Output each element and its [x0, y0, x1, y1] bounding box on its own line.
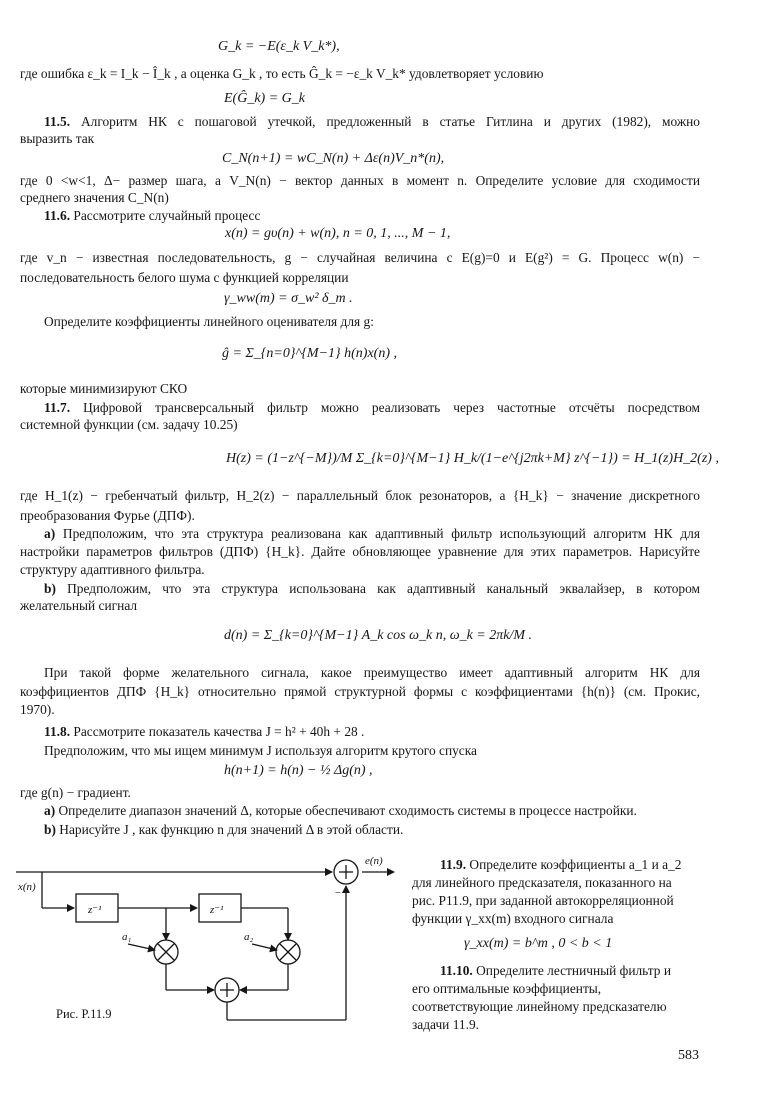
label-input: x(n): [18, 881, 36, 893]
problem-11-9-line-4: функции γ_xx(m) входного сигнала: [412, 911, 614, 926]
problem-11-7-number: 11.7.: [44, 400, 71, 415]
figure-caption: Рис. P.11.9: [56, 1007, 112, 1021]
figure-p11-9: [16, 848, 406, 1038]
problem-11-7-part-b-line-1: [20, 580, 700, 597]
problem-11-10-line-4: задачи 11.9.: [412, 1017, 479, 1032]
problem-11-6-number: 11.6.: [44, 208, 71, 223]
problem-11-6-line-4: Определите коэффициенты линейного оценивателя для g:: [44, 314, 374, 329]
text-gk-error: где ошибка ε_k = I_k − Î_k , а оценка G_k , то есть Ĝ_k = −ε_k V_k* удовлетворяет условию: [20, 66, 544, 81]
problem-11-7-part-b-label: b): [44, 581, 56, 596]
problem-11-7-part-b-line-5: 1970).: [20, 702, 55, 717]
equation-11-5: C_N(n+1) = wC_N(n) + Δε(n)V_n*(n),: [222, 151, 445, 166]
equation-correlation: γ_ww(m) = σ_w² δ_m .: [224, 291, 353, 306]
problem-11-8-part-a-label: а): [44, 803, 56, 818]
problem-11-8-part-a-text: Определите диапазон значений Δ, которые обеспечивают сходимость системы в процессе настройки.: [58, 803, 637, 818]
problem-11-6-line-2: где v_n − известная последовательность, g − случайная величина с E(g)=0 и E(g²) = G. Процесс w(n) −: [20, 250, 700, 265]
problem-11-9-line-1: [440, 856, 681, 873]
problem-11-8-part-b-label: b): [44, 822, 56, 837]
problem-11-7-line-2: системной функции (см. задачу 10.25): [20, 417, 238, 432]
problem-11-8-number: 11.8.: [44, 724, 71, 739]
equation-11-9: γ_xx(m) = b^m , 0 < b < 1: [464, 936, 613, 951]
problem-11-7-part-a-line-3: структуру адаптивного фильтра.: [20, 562, 205, 577]
label-output: e(n): [365, 855, 383, 867]
equation-expectation: E(Ĝ_k) = G_k: [224, 91, 305, 106]
problem-11-8-part-a: [44, 802, 637, 819]
problem-11-7-part-b-text: Предположим, что эта структура использована как адаптивный канальный эквалайзер, в котором: [67, 581, 700, 596]
problem-11-7-part-b-line-4: коэффициентов ДПФ {H_k} относительно прямой структурной формы с коэффициентами {h(n)} (см. Прокис,: [20, 684, 700, 699]
problem-11-9-number: 11.9.: [440, 857, 467, 872]
equation-11-7: H(z) = (1−z^{−M})/M Σ_{k=0}^{M−1} H_k/(1−e^{j2πk+M} z^{−1}) = H_1(z)H_2(z) ,: [226, 451, 719, 466]
problem-11-5-line-2: выразить так: [20, 131, 95, 146]
problem-11-8-part-b-text: Нарисуйте J , как функцию n для значений Δ в этой области.: [59, 822, 404, 837]
problem-11-5-line-1: [20, 113, 700, 130]
label-delay-2: z⁻¹: [210, 904, 224, 916]
problem-11-10-text: Определите лестничный фильтр и: [476, 963, 671, 978]
problem-11-8-line-3: где g(n) − градиент.: [20, 785, 131, 800]
problem-11-8-line-2: Предположим, что мы ищем минимум J используя алгоритм крутого спуска: [44, 743, 477, 758]
problem-11-5-line-3: где 0 <w<1, Δ− размер шага, а V_N(n) − вектор данных в момент n. Определите условие для сходимости: [20, 173, 700, 188]
problem-11-7-part-a-line-1: [20, 525, 700, 542]
label-coef-a1: a₁: [122, 931, 132, 943]
problem-11-6-line-3: последовательность белого шума с функцией корреляции: [20, 270, 349, 285]
problem-11-7-part-b-line-3: При такой форме желательного сигнала, какое преимущество имеет адаптивный алгоритм НК для: [44, 665, 700, 680]
problem-11-7-part-a-line-2: настройки параметров фильтров (ДПФ) {H_k}. Дайте обновляющее уравнение для этих параметров. Нарисуйте: [20, 544, 700, 559]
problem-11-10-line-3: соответствующие линейному предсказателю: [412, 999, 667, 1014]
equation-11-6: x(n) = gυ(n) + w(n), n = 0, 1, ..., M − 1,: [225, 226, 451, 241]
label-minus: −: [334, 887, 342, 899]
problem-11-6-line-5: которые минимизируют СКО: [20, 381, 188, 396]
label-coef-a2: a₂: [244, 931, 254, 943]
problem-11-7-line-4: преобразования Фурье (ДПФ).: [20, 508, 195, 523]
label-delay-1: z⁻¹: [88, 904, 102, 916]
problem-11-9-line-3: рис. P11.9, при заданной автокорреляционной: [412, 893, 674, 908]
problem-11-7-text: Цифровой трансверсальный фильтр можно реализовать через частотные отсчёты посредством: [83, 400, 700, 415]
page-number: 583: [678, 1048, 699, 1063]
equation-estimator: ĝ = Σ_{n=0}^{M−1} h(n)x(n) ,: [222, 346, 397, 361]
problem-11-7-part-b-line-2: желательный сигнал: [20, 598, 138, 613]
problem-11-9-text: Определите коэффициенты a_1 и a_2: [469, 857, 682, 872]
equation-11-8: h(n+1) = h(n) − ½ Δg(n) ,: [224, 763, 373, 778]
problem-11-10-number: 11.10.: [440, 963, 473, 978]
problem-11-5-line-4: среднего значения C_N(n): [20, 190, 169, 205]
problem-11-8-text: Рассмотрите показатель качества J = h² + 40h + 28 .: [73, 724, 365, 739]
problem-11-6-line-1: [44, 207, 260, 224]
problem-11-9-line-2: для линейного предсказателя, показанного на: [412, 875, 672, 890]
problem-11-7-part-a-label: а): [44, 526, 56, 541]
problem-11-10-line-1: [440, 962, 671, 979]
problem-11-6-text: Рассмотрите случайный процесс: [73, 208, 261, 223]
equation-gk: G_k = −E(ε_k V_k*),: [218, 39, 340, 54]
equation-desired-signal: d(n) = Σ_{k=0}^{M−1} A_k cos ω_k n, ω_k = 2πk/M .: [224, 628, 533, 643]
problem-11-5-number: 11.5.: [44, 114, 71, 129]
problem-11-7-part-a-text: Предположим, что эта структура реализована как адаптивный фильтр использующий алгоритм НК для: [62, 526, 700, 541]
problem-11-7-line-1: [20, 399, 700, 416]
problem-11-10-line-2: его оптимальные коэффициенты,: [412, 981, 602, 996]
problem-11-8-part-b: [44, 821, 403, 838]
problem-11-8-line-1: [44, 723, 364, 740]
problem-11-7-line-3: где H_1(z) − гребенчатый фильтр, H_2(z) − параллельный блок резонаторов, а {H_k} − значение дискретного: [20, 488, 700, 503]
problem-11-5-text: Алгоритм НК с пошаговой утечкой, предложенный в статье Гитлина и других (1982), можно: [80, 114, 700, 129]
